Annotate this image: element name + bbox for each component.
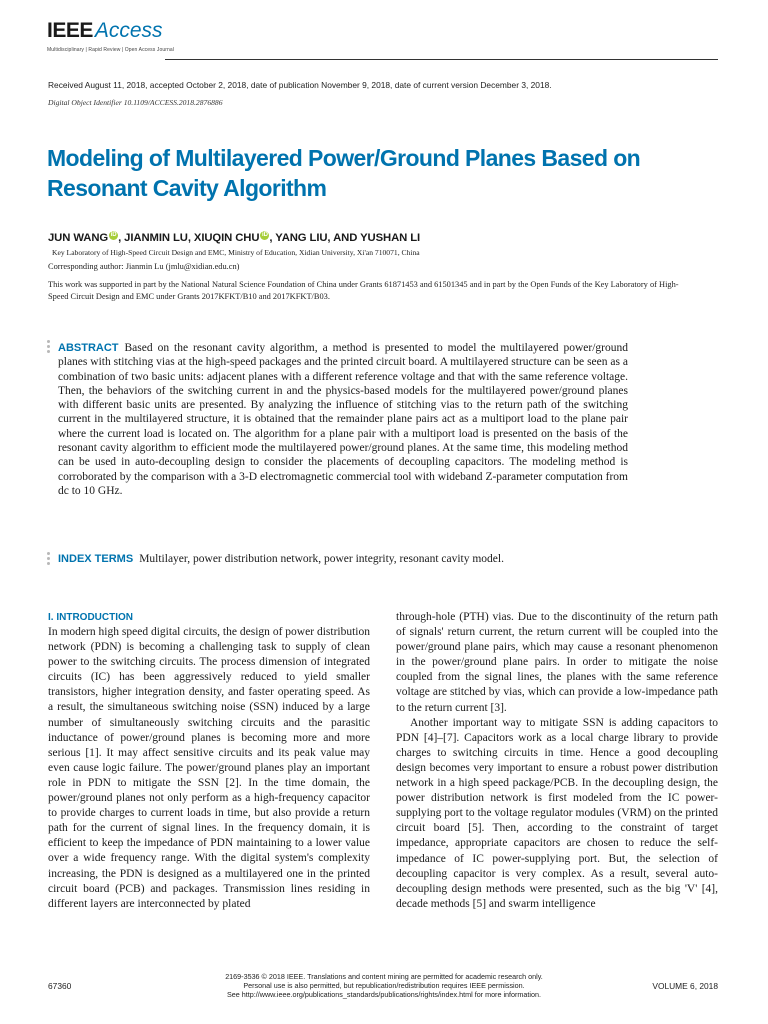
volume-label: VOLUME 6, 2018: [652, 981, 718, 991]
body-column-left: [48, 610, 370, 912]
logo-tagline: Multidisciplinary | Rapid Review | Open Access Journal: [47, 47, 174, 53]
funding-note: This work was supported in part by the National Natural Science Foundation of China under Grants 61871453 and 61501345 and in part by the Open Funds of the Key Laboratory of High-Speed Circuit Design and EMC under Grants 2017KFKT/B10 and 2017KFKT/B03.: [48, 280, 679, 301]
paper-title: Modeling of Multilayered Power/Ground Planes Based on Resonant Cavity Algorithm: [47, 145, 641, 201]
body-paragraph: Another important way to mitigate SSN is adding capacitors to PDN [4]–[7]. Capacitors work as a local charge library to provide charges to switching circuits in time. Hence a good decoupling design becomes very important to ensure a robust power distribution network in a high speed package/PCB. In the decoupling design, the power distribution network is first modeled from the IC power-supplying port to the voltage regulator modules (VRM) on the printed circuit board [5]. Then, according to the constraint of target impedance, appropriate capacitors are chosen to reduce the self-impedance of IC power-supplying port. But, the selection of decoupling capacitor is very complex. As a result, several auto-decoupling design methods were presented, such as the big 'V' [4], decade methods [5] and swarm intelligence: [396, 716, 718, 910]
body-paragraph: through-hole (PTH) vias. Due to the discontinuity of the return path of signals' return current, the return current will be coupled into the power/ground plane pairs, which may cause a resonant phenomenon in the power/ground plane pairs. In order to mitigate the noise coupled from the signal lines, the planes with the same reference voltage are stitched by vias, which can provide a low-impedance path to the return current [3].: [396, 611, 718, 714]
body-column-right: [396, 610, 718, 912]
license-link[interactable]: See http://www.ieee.org/publications_standards/publications/rights/index.html for more information.: [226, 990, 542, 999]
page-number: 67360: [48, 981, 72, 991]
ieee-access-logo: [47, 19, 163, 43]
abstract: [58, 341, 628, 498]
index-terms-marker-icon: [47, 552, 51, 567]
index-terms: [58, 552, 658, 566]
author-name: , YANG LIU, AND YUSHAN LI: [269, 232, 421, 244]
license-line: 2169-3536 © 2018 IEEE. Translations and content mining are permitted for academic research only.: [225, 972, 543, 981]
author-name: , JIANMIN LU, XIUQIN CHU: [118, 232, 260, 244]
author-list: [48, 231, 420, 244]
abstract-label: ABSTRACT: [58, 342, 119, 354]
doi-line[interactable]: Digital Object Identifier 10.1109/ACCESS.2018.2876886: [48, 98, 223, 107]
logo-ieee-text: IEEE: [47, 19, 93, 42]
abstract-marker-icon: [47, 340, 51, 355]
received-dates: Received August 11, 2018, accepted October 2, 2018, date of publication November 9, 2018, date of current version December 3, 2018.: [48, 80, 552, 90]
author-name: JUN WANG: [48, 232, 109, 244]
index-terms-text: Multilayer, power distribution network, power integrity, resonant cavity model.: [139, 553, 504, 565]
body-paragraph: In modern high speed digital circuits, the design of power distribution network (PDN) is becoming a challenging task to supply of clean power to the switching circuits. The process dimension of integrated circuits (IC) has been aggressively reduced to yield smaller transistors, higher integration density, and faster operating speed. As a result, the simultaneous switching noise (SSN) induced by a large number of simultaneously switching circuits and the parasitic inductance of power/ground planes is becoming more and more serious [1]. It may affect sensitive circuits and its peak value may even cause logic failure. The power/ground planes play an important role in PDN to mitigate the SSN [2]. In the time domain, the power/ground planes not only perform as a high-frequency capacitor to provide charges to current loads in time, but also provide a return path for the current of signal lines. In the frequency domain, it is efficient to keep the impedance of PDN maintaining to a lower value over a wide frequency range. With the digital system's complexity increasing, the PDN is designed as a multilayered one in the printed circuit board (PCB) and packages. Transmission lines residing in different layers are interconnected by plated: [48, 626, 370, 910]
license-notice: [190, 972, 578, 999]
section-heading: I. INTRODUCTION: [48, 612, 133, 623]
license-line: Personal use is also permitted, but republication/redistribution requires IEEE permission.: [243, 981, 525, 990]
corresponding-author: Corresponding author: Jianmin Lu (jmlu@xidian.edu.cn): [48, 262, 240, 271]
orcid-icon[interactable]: iD: [262, 232, 268, 238]
logo-access-text: Access: [94, 19, 163, 42]
header-divider: [165, 59, 718, 60]
affiliation: Key Laboratory of High-Speed Circuit Design and EMC, Ministry of Education, Xidian University, Xi'an 710071, China: [52, 248, 420, 257]
abstract-text: Based on the resonant cavity algorithm, a method is presented to model the multilayered power/ground planes with stitching vias at the high-speed packages and the printed circuit board. A multilayered structure can be seen as a combination of two basic units: adjacent planes with a different reference voltage and that with the same reference voltage. Then, the behaviors of the switching current in and the physics-based models for the multilayered power/ground planes with different basic units are presented. By analyzing the influence of stitching vias to the return path of the switching current in the multilayered structure, it is obtained that the remainder plane pairs act as a multiport load to the plane pair where the current load is located on. The algorithm for a plane pair with a multiport load is presented on the basis of the resonant cavity algorithm to efficient mode the multilayered power/ground planes. At the same time, this modeling method can be used in auto-decoupling design to consider the placements of decoupling capacitors. The modeling method is corroborated by the comparison with a 3-D electromagnetic commercial tool with wideband Z-parameter computation from dc to 10 GHz.: [58, 342, 628, 497]
orcid-icon[interactable]: iD: [110, 232, 117, 238]
index-terms-label: INDEX TERMS: [58, 553, 134, 565]
